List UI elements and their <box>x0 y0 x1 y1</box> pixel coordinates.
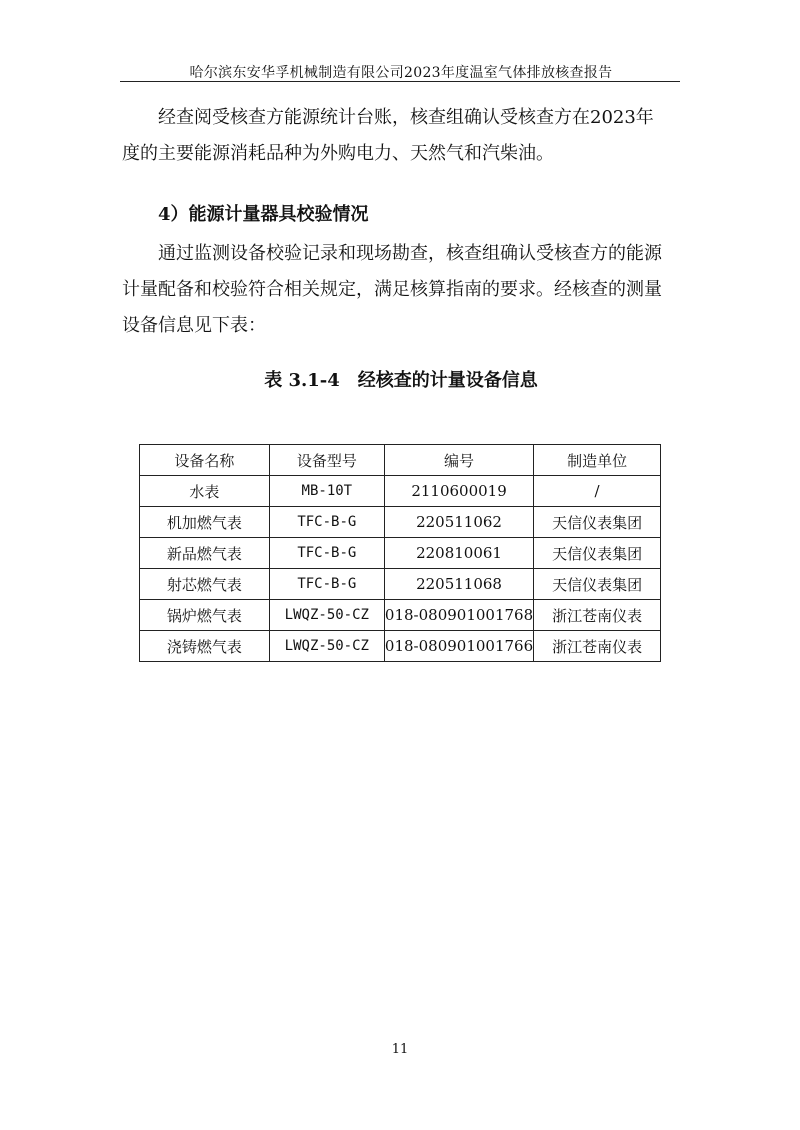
header-rule <box>120 81 680 82</box>
cell-device-model: MB-10T <box>269 476 384 507</box>
column-header: 设备型号 <box>269 445 384 476</box>
cell-manufacturer: 天信仪表集团 <box>534 507 661 538</box>
table-row <box>140 631 661 662</box>
cell-manufacturer: 天信仪表集团 <box>534 538 661 569</box>
page-number: 11 <box>391 1042 409 1057</box>
cell-device-model: LWQZ-50-CZ <box>269 600 384 631</box>
table-caption: 表 3.1-4 经核查的计量设备信息 <box>264 370 538 391</box>
cell-device-name: 射芯燃气表 <box>140 569 270 600</box>
paragraph-line: 设备信息见下表： <box>122 315 266 336</box>
table-row <box>140 569 661 600</box>
cell-device-model: TFC-B-G <box>269 538 384 569</box>
table-row <box>140 600 661 631</box>
paragraph-calibration <box>122 236 680 344</box>
column-header: 设备名称 <box>140 445 270 476</box>
table-row <box>140 507 661 538</box>
cell-device-number: 220810061 <box>384 538 533 569</box>
page-header: 哈尔滨东安华孚机械制造有限公司2023年度温室气体排放核查报告 <box>189 65 613 81</box>
cell-device-number: 2110600019 <box>384 476 533 507</box>
cell-device-model: TFC-B-G <box>269 569 384 600</box>
cell-device-number: 220511062 <box>384 507 533 538</box>
cell-manufacturer: / <box>534 476 661 507</box>
table-row <box>140 538 661 569</box>
table-header-row <box>140 445 661 476</box>
table-row <box>140 476 661 507</box>
column-header: 编号 <box>384 445 533 476</box>
paragraph-line: 经查阅受核查方能源统计台账，核查组确认受核查方在2023年 <box>158 107 654 128</box>
paragraph-line: 计量配备和校验符合相关规定，满足核算指南的要求。经核查的测量 <box>122 279 662 300</box>
cell-device-name: 浇铸燃气表 <box>140 631 270 662</box>
cell-device-number: 018-080901001768 <box>384 600 533 631</box>
column-header: 制造单位 <box>534 445 661 476</box>
cell-device-name: 锅炉燃气表 <box>140 600 270 631</box>
paragraph-energy-types <box>122 100 680 172</box>
cell-manufacturer: 浙江苍南仪表 <box>534 631 661 662</box>
paragraph-line: 通过监测设备校验记录和现场勘查，核查组确认受核查方的能源 <box>158 243 662 264</box>
paragraph-line: 度的主要能源消耗品种为外购电力、天然气和汽柴油。 <box>122 143 554 164</box>
cell-device-number: 018-080901001766 <box>384 631 533 662</box>
section-heading: 4）能源计量器具校验情况 <box>158 204 369 225</box>
cell-device-number: 220511068 <box>384 569 533 600</box>
cell-device-model: LWQZ-50-CZ <box>269 631 384 662</box>
cell-manufacturer: 浙江苍南仪表 <box>534 600 661 631</box>
cell-device-name: 水表 <box>140 476 270 507</box>
equipment-table <box>139 444 661 662</box>
cell-device-model: TFC-B-G <box>269 507 384 538</box>
cell-device-name: 新品燃气表 <box>140 538 270 569</box>
cell-manufacturer: 天信仪表集团 <box>534 569 661 600</box>
cell-device-name: 机加燃气表 <box>140 507 270 538</box>
